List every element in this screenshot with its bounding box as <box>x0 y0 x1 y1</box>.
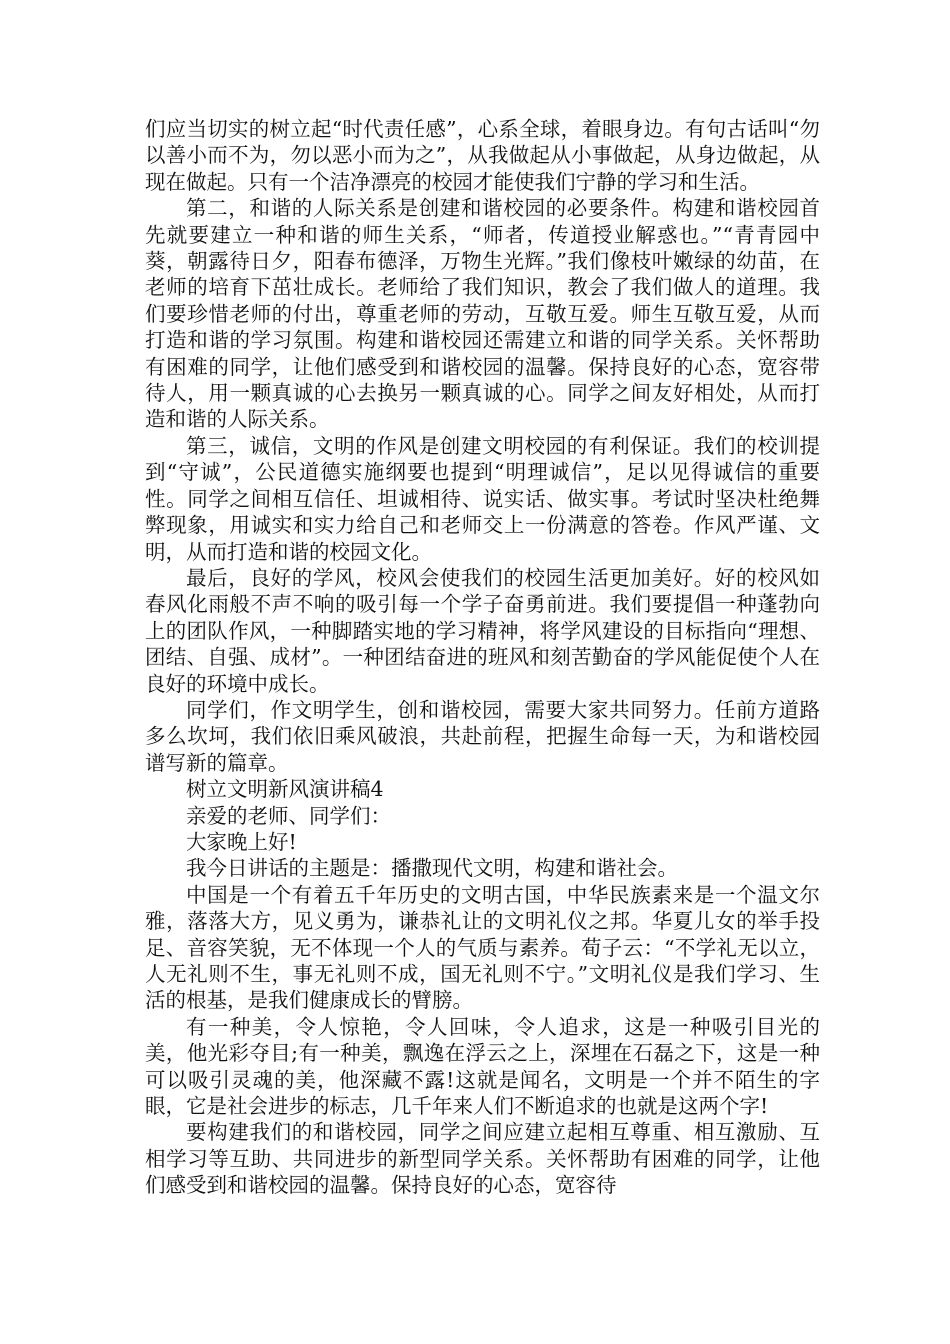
paragraph-12: 要构建我们的和谐校园，同学之间应建立起相互尊重、相互激励、互相学习等互助、共同进步的新型同学关系。关怀帮助有困难的同学，让他们感受到和谐校园的温馨。保持良好的心态，宽容待 <box>145 1120 820 1198</box>
paragraph-11: 有一种美，令人惊艳，令人回味，令人追求，这是一种吸引目光的美，他光彩夺目;有一种美，飘逸在浮云之上，深埋在石磊之下，这是一种可以吸引灵魂的美，他深藏不露!这就是闻名，文明是一个并不陌生的字眼，它是社会进步的标志，几千年来人们不断追求的也就是这两个字! <box>145 1014 820 1119</box>
theme-statement: 我今日讲话的主题是：播撒现代文明，构建和谐社会。 <box>186 856 678 881</box>
paragraph-5: 同学们，作文明学生，创和谐校园，需要大家共同努力。任前方道路多么坎坷，我们依旧乘风破浪，共赴前程，把握生命每一天，为和谐校园谱写新的篇章。 <box>145 697 820 775</box>
speech-title: 树立文明新风演讲稿4 <box>186 777 384 802</box>
paragraph-1: 们应当切实的树立起“时代责任感”，心系全球，着眼身边。有句古话叫“勿以善小而不为，勿以恶小而为之”，从我做起从小事做起，从身边做起，从现在做起。只有一个洁净漂亮的校园才能使我们宁静的学习和生活。 <box>145 117 820 194</box>
paragraph-2: 第二，和谐的人际关系是创建和谐校园的必要条件。构建和谐校园首先就要建立一种和谐的师生关系，“师者，传道授业解惑也。”“青青园中葵，朝露待日夕，阳春布德泽，万物生光辉。”我们像枝叶嫩绿的幼苗，在老师的培育下茁壮成长。老师给了我们知识，教会了我们做人的道理。我们要珍惜老师的付出，尊重老师的劳动，互敬互爱。师生互敬互爱，从而打造和谐的学习氛围。构建和谐校园还需建立和谐的同学关系。关怀帮助有困难的同学，让他们感受到和谐校园的温馨。保持良好的心态，宽容带待人，用一颗真诚的心去换另一颗真诚的心。同学之间友好相处，从而打造和谐的人际关系。 <box>145 196 820 432</box>
paragraph-10: 中国是一个有着五千年历史的文明古国，中华民族素来是一个温文尔雅，落落大方，见义勇为，谦恭礼让的文明礼仪之邦。华夏儿女的举手投足、音容笑貌，无不体现一个人的气质与素养。荀子云：“不学礼无以立，人无礼则不生，事无礼则不成，国无礼则不宁。”文明礼仪是我们学习、生活的根基，是我们健康成长的臂膀。 <box>145 882 820 1013</box>
paragraph-3: 第三，诚信，文明的作风是创建文明校园的有利保证。我们的校训提到“守诚”，公民道德实施纲要也提到“明理诚信”，足以见得诚信的重要性。同学之间相互信任、坦诚相待、说实话、做实事。考试时坚决杜绝舞弊现象，用诚实和实力给自己和老师交上一份满意的答卷。作风严谨、文明，从而打造和谐的校园文化。 <box>145 433 820 564</box>
salutation: 亲爱的老师、同学们： <box>186 803 391 828</box>
greeting: 大家晚上好! <box>186 829 297 854</box>
document-page <box>145 116 820 1199</box>
paragraph-4: 最后，良好的学风，校风会使我们的校园生活更加美好。好的校风如春风化雨般不声不响的吸引每一个学子奋勇前进。我们要提倡一种蓬勃向上的团队作风，一种脚踏实地的学习精神，将学风建设的目标指向“理想、团结、自强、成材”。一种团结奋进的班风和刻苦勤奋的学风能促使个人在良好的环境中成长。 <box>145 565 820 696</box>
